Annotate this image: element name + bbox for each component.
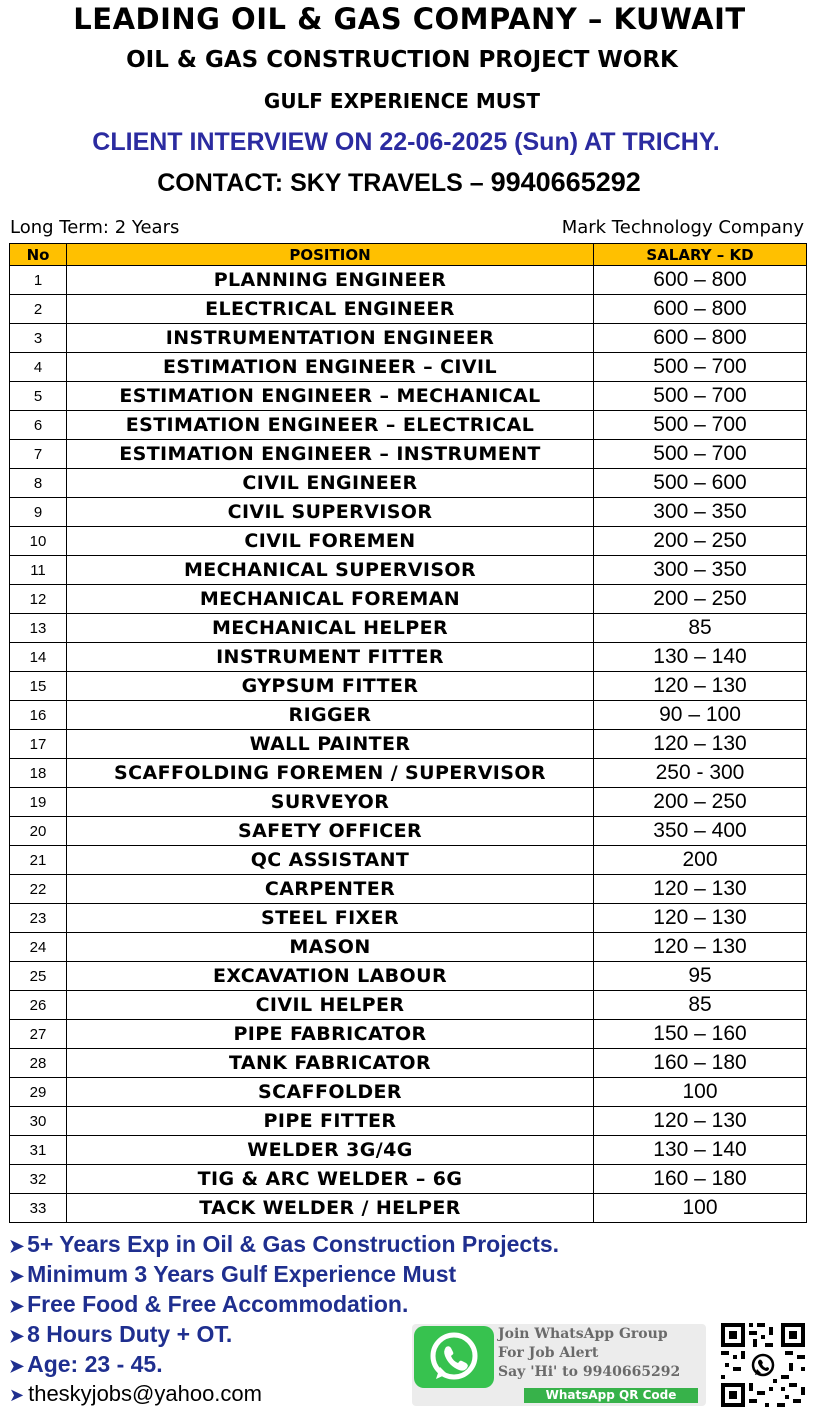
email-line xyxy=(9,1381,262,1407)
salary-range: 130 – 140 xyxy=(594,643,807,672)
salary-range: 600 – 800 xyxy=(594,295,807,324)
table-row xyxy=(10,614,807,643)
row-number: 29 xyxy=(10,1078,67,1107)
position-name: INSTRUMENT FITTER xyxy=(67,643,594,672)
list-item: ➤ 5+ Years Exp in Oil & Gas Construction Projects. xyxy=(9,1231,560,1257)
table-header-row xyxy=(10,244,807,266)
list-item: ➤ Minimum 3 Years Gulf Experience Must xyxy=(9,1261,457,1287)
list-item: ➤ 8 Hours Duty + OT. xyxy=(9,1321,233,1347)
salary-range: 160 – 180 xyxy=(594,1049,807,1078)
position-name: TACK WELDER / HELPER xyxy=(67,1194,594,1223)
row-number: 26 xyxy=(10,991,67,1020)
row-number: 12 xyxy=(10,585,67,614)
row-number: 7 xyxy=(10,440,67,469)
row-number: 24 xyxy=(10,933,67,962)
salary-range: 200 xyxy=(594,846,807,875)
position-name: SURVEYOR xyxy=(67,788,594,817)
client-company: Mark Technology Company xyxy=(561,217,804,238)
table-row xyxy=(10,324,807,353)
table-row xyxy=(10,1107,807,1136)
position-name: MECHANICAL HELPER xyxy=(67,614,594,643)
positions-table xyxy=(9,243,807,1223)
row-number: 10 xyxy=(10,527,67,556)
whatsapp-text: Join WhatsApp Group For Job Alert Say 'Hi' to 9940665292 xyxy=(498,1326,681,1380)
table-row xyxy=(10,440,807,469)
row-number: 19 xyxy=(10,788,67,817)
arrow-icon: ➤ xyxy=(9,1356,25,1376)
position-name: TANK FABRICATOR xyxy=(67,1049,594,1078)
salary-range: 120 – 130 xyxy=(594,933,807,962)
position-name: GYPSUM FITTER xyxy=(67,672,594,701)
header-position: POSITION xyxy=(67,244,594,266)
table-row xyxy=(10,527,807,556)
table-row xyxy=(10,730,807,759)
row-number: 13 xyxy=(10,614,67,643)
row-number: 30 xyxy=(10,1107,67,1136)
whatsapp-qr-badge: WhatsApp QR Code xyxy=(524,1388,698,1403)
salary-range: 95 xyxy=(594,962,807,991)
list-item: ➤ Free Food & Free Accommodation. xyxy=(9,1291,409,1317)
contact-line xyxy=(0,167,798,198)
table-row xyxy=(10,759,807,788)
salary-range: 250 - 300 xyxy=(594,759,807,788)
row-number: 1 xyxy=(10,266,67,295)
position-name: PIPE FITTER xyxy=(67,1107,594,1136)
table-row xyxy=(10,817,807,846)
table-row xyxy=(10,353,807,382)
row-number: 9 xyxy=(10,498,67,527)
row-number: 3 xyxy=(10,324,67,353)
position-name: WALL PAINTER xyxy=(67,730,594,759)
position-name: PIPE FABRICATOR xyxy=(67,1020,594,1049)
position-name: ELECTRICAL ENGINEER xyxy=(67,295,594,324)
salary-range: 85 xyxy=(594,991,807,1020)
page-subtitle: OIL & GAS CONSTRUCTION PROJECT WORK xyxy=(126,47,678,73)
row-number: 33 xyxy=(10,1194,67,1223)
table-row xyxy=(10,411,807,440)
salary-range: 90 – 100 xyxy=(594,701,807,730)
arrow-icon: ➤ xyxy=(9,1296,25,1316)
position-name: EXCAVATION LABOUR xyxy=(67,962,594,991)
table-row xyxy=(10,1049,807,1078)
salary-range: 150 – 160 xyxy=(594,1020,807,1049)
salary-range: 600 – 800 xyxy=(594,266,807,295)
position-name: MECHANICAL SUPERVISOR xyxy=(67,556,594,585)
salary-range: 100 xyxy=(594,1078,807,1107)
position-name: WELDER 3G/4G xyxy=(67,1136,594,1165)
position-name: TIG & ARC WELDER – 6G xyxy=(67,1165,594,1194)
position-name: ESTIMATION ENGINEER – CIVIL xyxy=(67,353,594,382)
position-name: MASON xyxy=(67,933,594,962)
row-number: 5 xyxy=(10,382,67,411)
row-number: 31 xyxy=(10,1136,67,1165)
position-name: ESTIMATION ENGINEER – MECHANICAL xyxy=(67,382,594,411)
email-link[interactable]: theskyjobs@yahoo.com xyxy=(28,1381,262,1406)
position-name: ESTIMATION ENGINEER – INSTRUMENT xyxy=(67,440,594,469)
whatsapp-icon xyxy=(414,1326,494,1388)
row-number: 16 xyxy=(10,701,67,730)
table-row xyxy=(10,933,807,962)
table-row xyxy=(10,875,807,904)
page-title: LEADING OIL & GAS COMPANY – KUWAIT xyxy=(73,2,746,36)
arrow-icon: ➤ xyxy=(9,1266,25,1286)
salary-range: 350 – 400 xyxy=(594,817,807,846)
position-name: STEEL FIXER xyxy=(67,904,594,933)
table-row xyxy=(10,1165,807,1194)
row-number: 28 xyxy=(10,1049,67,1078)
arrow-icon: ➤ xyxy=(9,1326,25,1346)
arrow-icon: ➤ xyxy=(9,1385,25,1405)
salary-range: 500 – 700 xyxy=(594,353,807,382)
table-row xyxy=(10,701,807,730)
table-row xyxy=(10,295,807,324)
position-name: CIVIL ENGINEER xyxy=(67,469,594,498)
row-number: 21 xyxy=(10,846,67,875)
position-name: QC ASSISTANT xyxy=(67,846,594,875)
table-row xyxy=(10,498,807,527)
salary-range: 100 xyxy=(594,1194,807,1223)
row-number: 17 xyxy=(10,730,67,759)
row-number: 11 xyxy=(10,556,67,585)
row-number: 2 xyxy=(10,295,67,324)
position-name: SAFETY OFFICER xyxy=(67,817,594,846)
position-name: SCAFFOLDING FOREMEN / SUPERVISOR xyxy=(67,759,594,788)
position-name: CIVIL SUPERVISOR xyxy=(67,498,594,527)
table-row xyxy=(10,846,807,875)
contact-label: CONTACT: SKY TRAVELS – xyxy=(157,169,484,197)
row-number: 25 xyxy=(10,962,67,991)
table-row xyxy=(10,1020,807,1049)
row-number: 14 xyxy=(10,643,67,672)
position-name: ESTIMATION ENGINEER – ELECTRICAL xyxy=(67,411,594,440)
experience-requirement: GULF EXPERIENCE MUST xyxy=(263,89,541,113)
table-row xyxy=(10,643,807,672)
qr-code-icon[interactable] xyxy=(719,1321,807,1409)
row-number: 8 xyxy=(10,469,67,498)
row-number: 15 xyxy=(10,672,67,701)
position-name: RIGGER xyxy=(67,701,594,730)
salary-range: 130 – 140 xyxy=(594,1136,807,1165)
table-row xyxy=(10,991,807,1020)
salary-range: 120 – 130 xyxy=(594,1107,807,1136)
position-name: MECHANICAL FOREMAN xyxy=(67,585,594,614)
table-row xyxy=(10,382,807,411)
table-row xyxy=(10,1136,807,1165)
list-item: ➤ Age: 23 - 45. xyxy=(9,1351,163,1377)
row-number: 22 xyxy=(10,875,67,904)
position-name: INSTRUMENTATION ENGINEER xyxy=(67,324,594,353)
table-row xyxy=(10,1194,807,1223)
header-salary: SALARY – KD xyxy=(594,244,807,266)
salary-range: 200 – 250 xyxy=(594,788,807,817)
salary-range: 200 – 250 xyxy=(594,527,807,556)
table-row xyxy=(10,672,807,701)
row-number: 18 xyxy=(10,759,67,788)
table-row xyxy=(10,962,807,991)
row-number: 4 xyxy=(10,353,67,382)
salary-range: 500 – 700 xyxy=(594,411,807,440)
position-name: SCAFFOLDER xyxy=(67,1078,594,1107)
position-name: CIVIL HELPER xyxy=(67,991,594,1020)
table-row xyxy=(10,266,807,295)
whatsapp-banner[interactable] xyxy=(412,1324,706,1406)
table-row xyxy=(10,788,807,817)
salary-range: 120 – 130 xyxy=(594,875,807,904)
salary-range: 300 – 350 xyxy=(594,498,807,527)
position-name: CARPENTER xyxy=(67,875,594,904)
row-number: 20 xyxy=(10,817,67,846)
table-row xyxy=(10,1078,807,1107)
salary-range: 600 – 800 xyxy=(594,324,807,353)
salary-range: 200 – 250 xyxy=(594,585,807,614)
table-row xyxy=(10,469,807,498)
row-number: 32 xyxy=(10,1165,67,1194)
salary-range: 120 – 130 xyxy=(594,730,807,759)
salary-range: 120 – 130 xyxy=(594,904,807,933)
row-number: 6 xyxy=(10,411,67,440)
salary-range: 120 – 130 xyxy=(594,672,807,701)
interview-notice: CLIENT INTERVIEW ON 22-06-2025 (Sun) AT TRICHY. xyxy=(92,128,720,156)
header-no: No xyxy=(10,244,67,266)
arrow-icon: ➤ xyxy=(9,1236,25,1256)
row-number: 23 xyxy=(10,904,67,933)
position-name: CIVIL FOREMEN xyxy=(67,527,594,556)
contract-term: Long Term: 2 Years xyxy=(10,217,180,238)
salary-range: 500 – 700 xyxy=(594,382,807,411)
salary-range: 500 – 600 xyxy=(594,469,807,498)
salary-range: 85 xyxy=(594,614,807,643)
position-name: PLANNING ENGINEER xyxy=(67,266,594,295)
contact-phone[interactable]: 9940665292 xyxy=(490,167,641,197)
row-number: 27 xyxy=(10,1020,67,1049)
salary-range: 160 – 180 xyxy=(594,1165,807,1194)
table-row xyxy=(10,556,807,585)
table-row xyxy=(10,585,807,614)
table-row xyxy=(10,904,807,933)
salary-range: 300 – 350 xyxy=(594,556,807,585)
salary-range: 500 – 700 xyxy=(594,440,807,469)
